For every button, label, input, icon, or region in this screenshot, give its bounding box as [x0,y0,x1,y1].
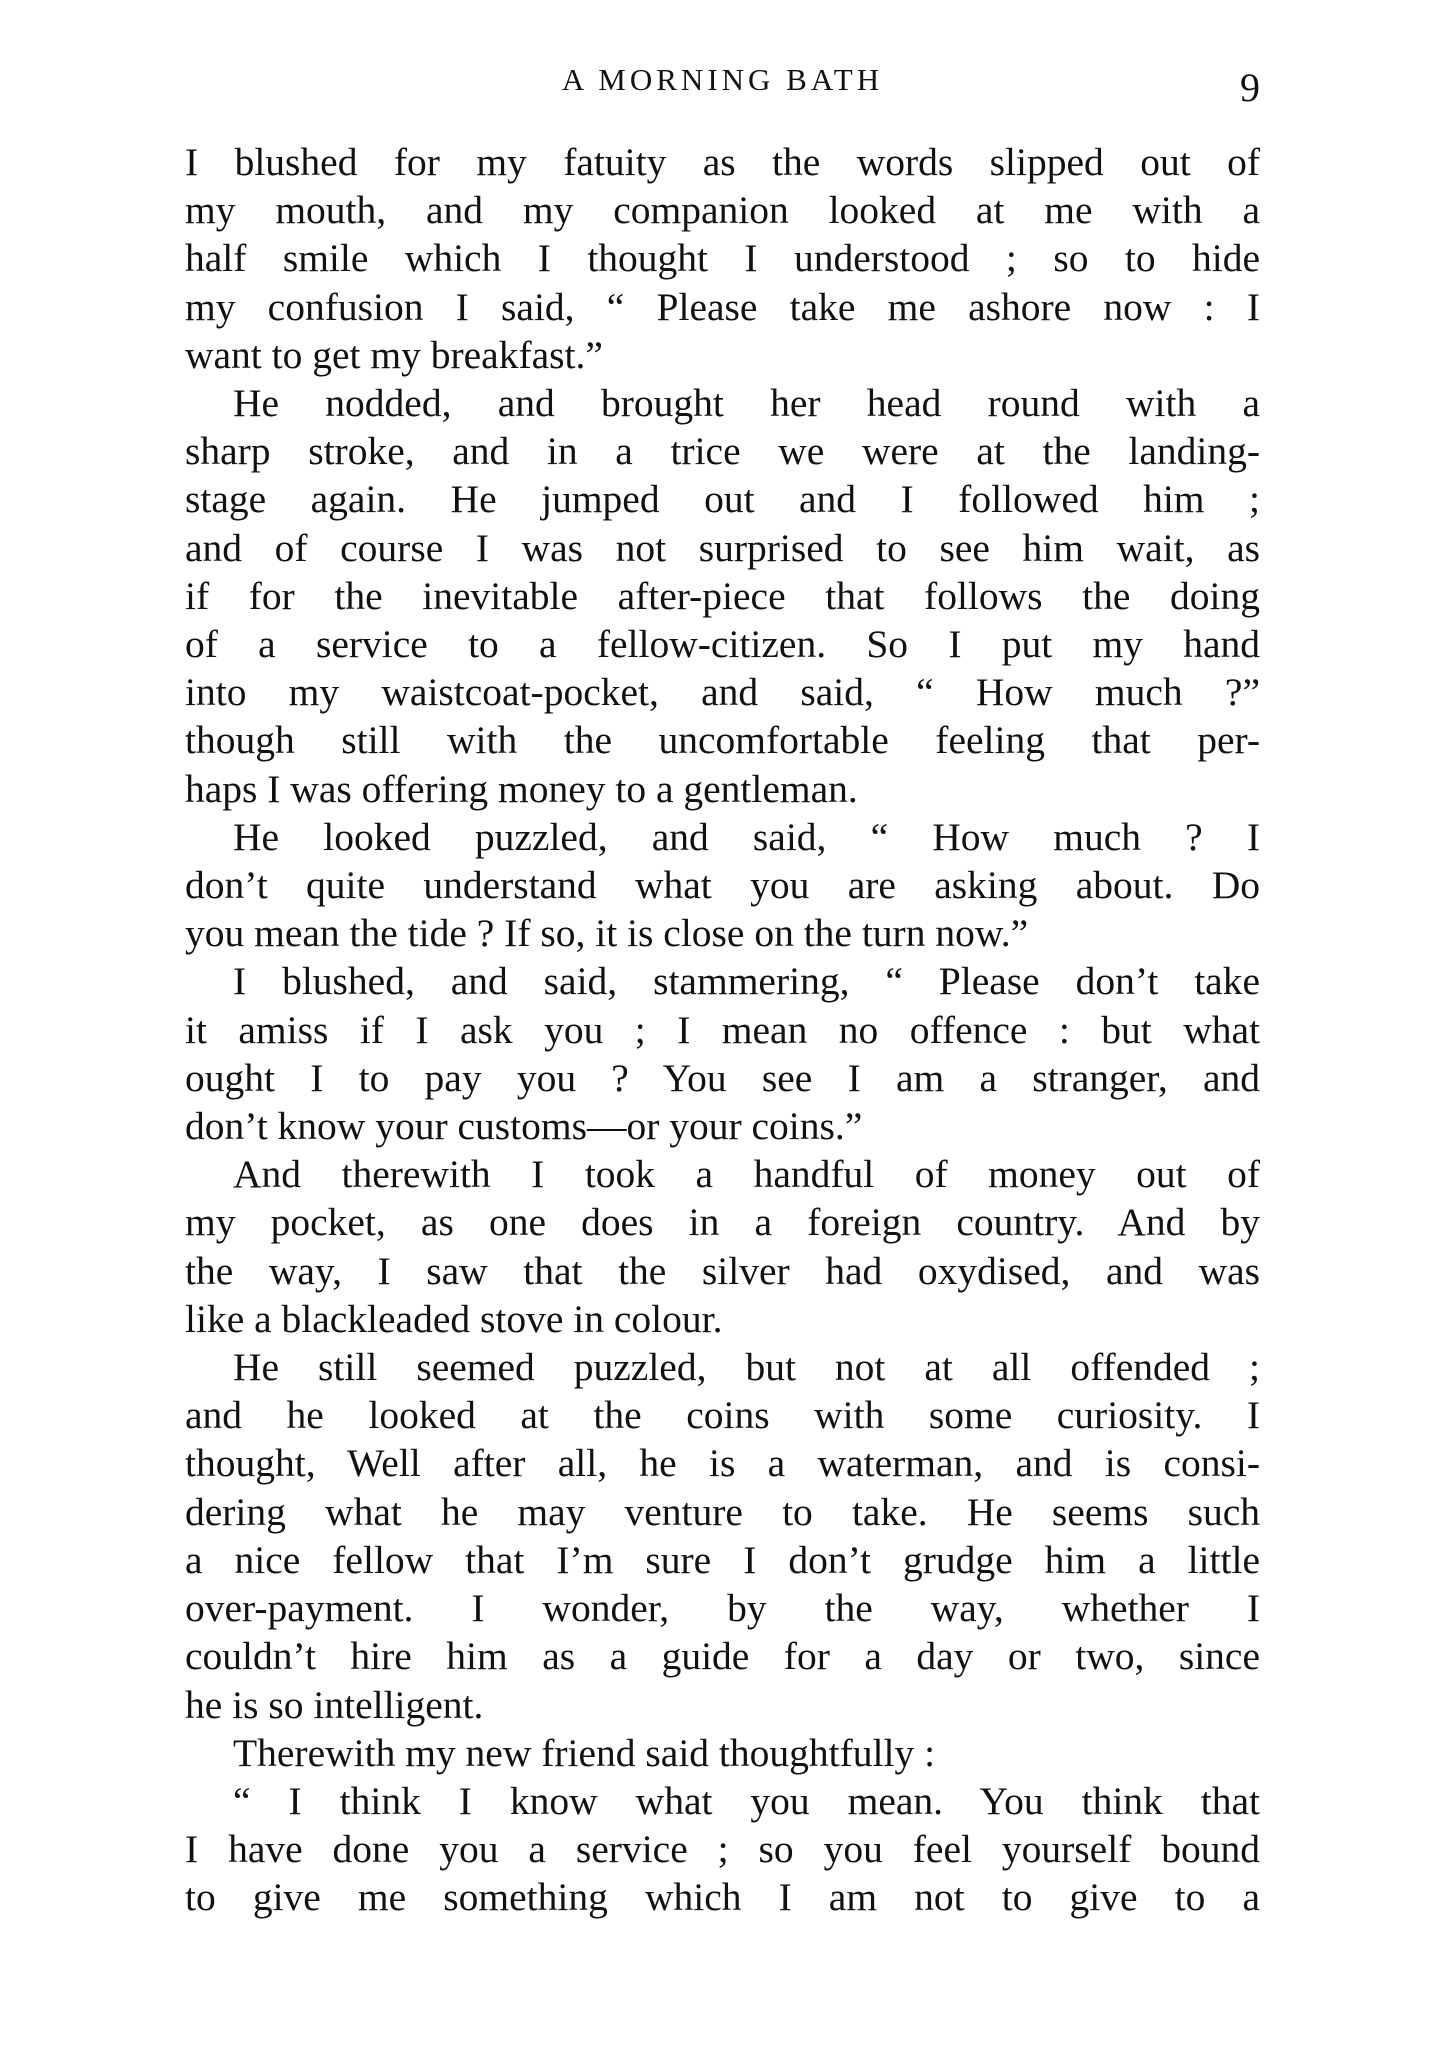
text-line: ought I to pay you ? You see I am a stranger, and [185,1055,1260,1100]
text-line: dering what he may venture to take. He seems such [185,1489,1260,1534]
paragraph [185,1343,1260,1729]
text-line: into my waistcoat-pocket, and said, “ How much ?” [185,670,1260,715]
text-line: “ I think I know what you mean. You think that [233,1778,1260,1823]
text-line: and he looked at the coins with some curiosity. I [185,1393,1260,1438]
running-head: A MORNING BATH [561,62,884,97]
text-line: don’t know your customs—or your coins.” [185,1104,863,1149]
text-line: over-payment. I wonder, by the way, whether I [185,1586,1260,1631]
page-number: 9 [1240,65,1260,110]
text-line: it amiss if I ask you ; I mean no offence : but what [185,1007,1260,1052]
text-line: my mouth, and my companion looked at me with a [185,188,1260,233]
text-line: want to get my breakfast.” [185,332,603,377]
text-line: And therewith I took a handful of money out of [233,1152,1260,1197]
text-line: thought, Well after all, he is a waterman, and is consi- [185,1441,1260,1486]
text-line: He looked puzzled, and said, “ How much ? I [233,814,1260,859]
text-line: haps I was offering money to a gentleman. [185,766,858,811]
paragraph [185,1150,1260,1343]
paragraph [185,379,1260,813]
text-line: couldn’t hire him as a guide for a day or two, since [185,1634,1260,1679]
paragraph [185,957,1260,1150]
text-line: don’t quite understand what you are asking about. Do [185,863,1260,908]
text-line: my pocket, as one does in a foreign country. And by [185,1200,1260,1245]
text-line: and of course I was not surprised to see him wait, as [185,525,1260,570]
text-line: though still with the uncomfortable feeling that per- [185,718,1260,763]
text-line: the way, I saw that the silver had oxydised, and was [185,1248,1260,1293]
text-line: he is so intelligent. [185,1682,484,1727]
text-line: I have done you a service ; so you feel yourself bound [185,1827,1260,1872]
paragraph [185,1729,1260,1777]
paragraph [185,813,1260,958]
page-header [185,58,1260,118]
text-line: you mean the tide ? If so, it is close on the turn now.” [185,911,1029,956]
text-line: sharp stroke, and in a trice we were at the landing- [185,429,1260,474]
text-line: Therewith my new friend said thoughtfully : [233,1730,936,1775]
text-line: my confusion I said, “ Please take me ashore now : I [185,284,1260,329]
text-line: He nodded, and brought her head round with a [233,381,1260,426]
text-line: half smile which I thought I understood ; so to hide [185,236,1260,281]
text-line: to give me something which I am not to give to a [185,1875,1260,1920]
text-line: like a blackleaded stove in colour. [185,1296,723,1341]
paragraph [185,1777,1260,1922]
text-line: He still seemed puzzled, but not at all offended ; [233,1345,1260,1390]
text-line: of a service to a fellow-citizen. So I put my hand [185,622,1260,667]
text-line: stage again. He jumped out and I followed him ; [185,477,1260,522]
text-line: I blushed, and said, stammering, “ Please don’t take [233,959,1260,1004]
text-line: a nice fellow that I’m sure I don’t grudge him a little [185,1537,1260,1582]
text-line: I blushed for my fatuity as the words slipped out of [185,140,1260,184]
body-text [185,138,1260,1922]
paragraph [185,138,1260,379]
text-line: if for the inevitable after-piece that follows the doing [185,573,1260,618]
